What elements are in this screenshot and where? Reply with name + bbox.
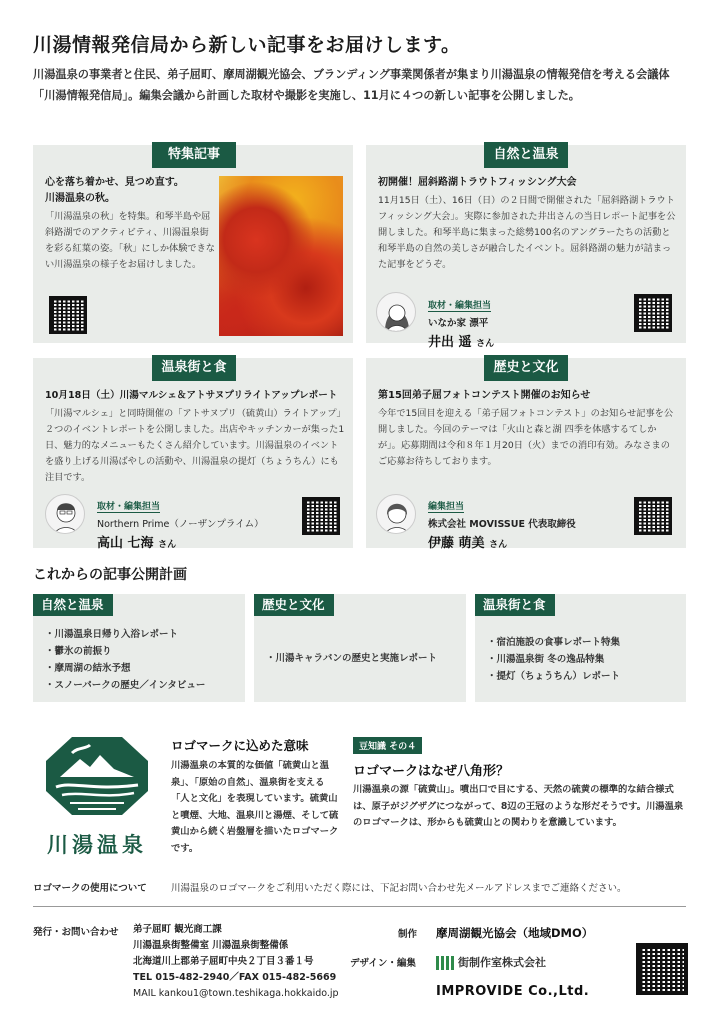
card-body: 「川湯マルシェ」と同時開催の「アトサヌプリ（硫黄山）ライトアップ」２つのイベントレポートを公開しました。出店やキッチンカーが集った1日、魅力的なメニューもたくさん紹介しています。川湯温泉のイベントを盛り上げる川湯ばやしの活動や、川湯温泉の提灯（ちょうちん）にも注目です。 [45, 408, 345, 483]
list-item: ・川湯キャラバンの歴史と実施レポート [266, 653, 438, 664]
plan-column-nature [33, 594, 245, 702]
qr-code-icon[interactable] [634, 497, 672, 535]
plan-tag: 自然と温泉 [33, 594, 113, 616]
list-item: ・摩周湖の結氷予想 [45, 663, 131, 674]
avatar [45, 494, 85, 534]
list-item: ・宿泊施設の食事レポート特集 [487, 637, 621, 648]
credit-name: 高山 七海 さん [97, 536, 177, 551]
article-card-food [33, 358, 353, 551]
list-item: ・川湯温泉日帰り入浴レポート [45, 629, 179, 640]
qr-code-icon[interactable] [302, 497, 340, 535]
qr-code-icon[interactable] [634, 294, 672, 332]
credit-org: いなか家 漂平 [428, 318, 489, 329]
article-card-feature [33, 145, 353, 343]
card-tag: 特集記事 [152, 142, 236, 168]
avatar [376, 494, 416, 534]
credit-role: 取材・編集担当 [428, 298, 491, 312]
contact-line: 北海道川上郡弟子屈町中央２丁目３番１号 [133, 956, 314, 967]
contact-label: 発行・お問い合わせ [33, 927, 119, 938]
logo-meaning-title: ロゴマークに込めた意味 [171, 738, 309, 753]
qr-code-icon[interactable] [636, 943, 688, 995]
page-title: 川湯情報発信局から新しい記事をお届けします。 [33, 34, 461, 56]
trivia-tag: 豆知識 その４ [353, 737, 422, 754]
qr-code-icon[interactable] [49, 296, 87, 334]
contact-email-link[interactable]: MAIL kankou1@town.teshikaga.hokkaido.jp [133, 988, 339, 999]
contact-line: TEL 015-482-2940／FAX 015-482-5669 [133, 972, 337, 983]
plan-tag: 温泉街と食 [475, 594, 555, 616]
design-label: デザイン・編集 [350, 958, 416, 969]
autumn-leaves-photo [219, 176, 343, 336]
card-heading: 初開催！屈斜路湖トラウトフィッシング大会 [378, 177, 577, 188]
trivia-body: 川湯温泉の源「硫黄山」。噴出口で目にする、天然の硫黄の標準的な結合様式は、原子がジグザグにつながって、8辺の王冠のような形だそうです。川湯温泉のロゴマークは、形からも硫黄山との関わりを意識しています。 [353, 784, 684, 828]
list-item: ・提灯（ちょうちん）レポート [487, 671, 621, 682]
card-heading: 心を落ち着かせ、見つめ直す。 川湯温泉の秋。 [45, 177, 184, 204]
list-item: ・スノーパークの歴史／インタビュー [45, 680, 206, 691]
production-value: 摩周湖観光協会（地域DMO） [436, 926, 594, 940]
avatar [376, 292, 416, 332]
company-logo-icon [436, 956, 454, 970]
list-item: ・鬱氷の前振り [45, 646, 112, 657]
credit-org: 株式会社 MOVISSUE 代表取締役 [428, 519, 576, 530]
contact-line: 弟子屈町 観光商工課 [133, 924, 222, 935]
footer-divider [33, 906, 686, 907]
credit-name: 伊藤 萌美 さん [428, 536, 508, 551]
usage-text: 川湯温泉のロゴマークをご利用いただく際には、下記お問い合わせ先メールアドレスまでご連絡ください。 [171, 883, 627, 894]
card-body: 「川湯温泉の秋」を特集。和琴半島や屈斜路湖でのアクティビティ、川湯温泉街を彩る紅葉の姿。「秋」にしか体験できない川湯温泉の様子をお届けしました。 [45, 211, 215, 270]
plan-column-food [475, 594, 686, 702]
logo-meaning-body: 川湯温泉の本質的な価値「硫黄山と温泉」、「原始の自然」、温泉街を支える「人と文化」を表現しています。硫黄山と噴煙、大地、温泉川と湯煙、そして硫黄山から続く岩盤層を描いたロゴマークです。 [171, 760, 339, 854]
logo-wordmark: 川湯温泉 [47, 833, 147, 857]
plan-tag: 歴史と文化 [254, 594, 334, 616]
article-card-nature [366, 145, 686, 350]
plan-column-history [254, 594, 466, 702]
plan-list [45, 626, 205, 694]
contact-line: 川湯温泉街整備室 川湯温泉街整備係 [133, 940, 289, 951]
plan-list [487, 634, 620, 685]
production-label: 制作 [398, 929, 418, 940]
card-heading: 10月18日（土）川湯マルシェ＆アトサヌプリライトアップレポート [45, 390, 338, 401]
lead-text: 川湯温泉の事業者と住民、弟子屈町、摩周湖観光協会、ブランディング事業関係者が集まり川湯温泉の情報発信を考える会議体「川湯情報発信局」。編集会議から計画した取材や撮影を実施し、11月に４つの新しい記事を公開しました。 [33, 68, 670, 102]
list-item: ・川湯温泉街 冬の逸品特集 [487, 654, 605, 665]
credit-name: 井出 遥 さん [428, 335, 495, 350]
contact-block [133, 922, 339, 1002]
card-heading: 第15回弟子屈フォトコンテスト開催のお知らせ [378, 390, 591, 401]
credit-org: Northern Prime（ノーザンプライム） [97, 519, 264, 530]
octagon-logo-icon [42, 735, 152, 817]
credit-role: 編集担当 [428, 499, 464, 513]
kawayu-logo [42, 735, 152, 855]
plan-list [266, 650, 437, 667]
design-company-2: IMPROVIDE Co.,Ltd. [436, 984, 590, 999]
card-body: 11月15日（土）、16日（日）の２日間で開催された「屈斜路湖トラウトフィッシング大会」。実際に参加された井出さんの当日レポート記事を公開しました。和琴半島に集まった総勢100名のアングラーたちの活動と和琴半島の自然の美しさが融合したイベント。屈斜路湖の魅力が詰まった記事をどうぞ。 [378, 195, 676, 270]
credit-role: 取材・編集担当 [97, 499, 160, 513]
card-tag: 温泉街と食 [152, 355, 236, 381]
usage-label: ロゴマークの使用について [33, 883, 147, 894]
card-tag: 歴史と文化 [484, 355, 568, 381]
design-company-1: 街制作室株式会社 [436, 954, 546, 970]
card-tag: 自然と温泉 [484, 142, 568, 168]
article-card-history [366, 358, 686, 551]
plan-title: これからの記事公開計画 [33, 567, 187, 583]
trivia-title: ロゴマークはなぜ八角形？ [353, 764, 510, 779]
card-body: 今年で15回目を迎える「弟子屈フォトコンテスト」のお知らせ記事を公開しました。今回のテーマは「火山と森と湖 四季を体感するてしかが」。応募期間は令和８年１月20日（火）までの消印有効。みなさまのご応募お待ちしております。 [378, 408, 674, 467]
